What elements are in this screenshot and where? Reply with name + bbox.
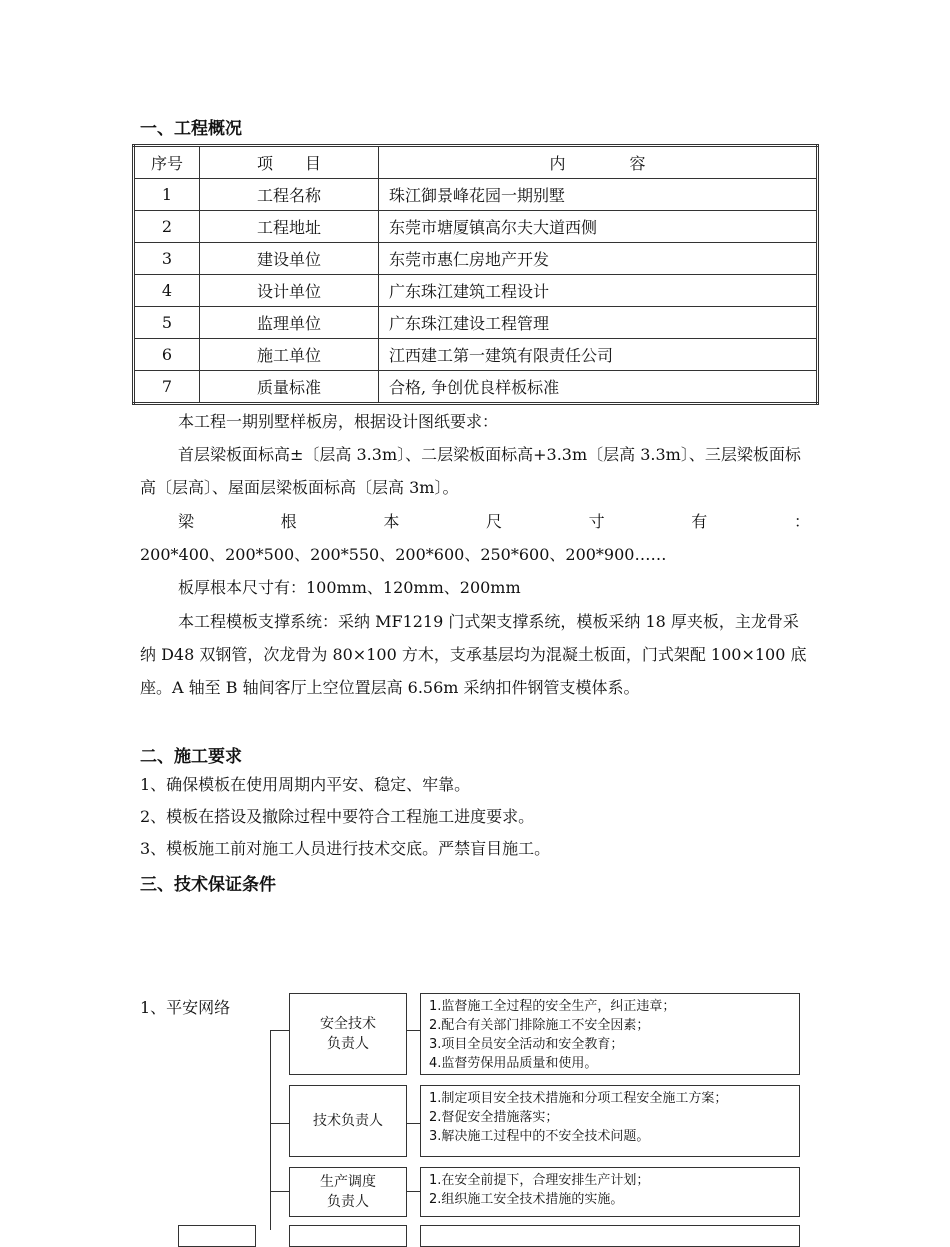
spread-char: 寸 bbox=[588, 512, 605, 531]
spread-char: 尺 bbox=[485, 512, 502, 531]
table-row bbox=[134, 275, 818, 307]
table-cell: 东莞市塘厦镇高尔夫大道西侧 bbox=[379, 211, 818, 243]
table-cell: 珠江御景峰花园一期别墅 bbox=[379, 179, 818, 211]
beam-sizes-spread-line bbox=[140, 505, 810, 538]
connector-line bbox=[270, 1030, 289, 1031]
table-row bbox=[134, 371, 818, 404]
table-cell: 广东珠江建筑工程设计 bbox=[379, 275, 818, 307]
table-cell: 3 bbox=[134, 243, 200, 275]
connector-line bbox=[270, 1123, 289, 1124]
table-cell: 东莞市惠仁房地产开发 bbox=[379, 243, 818, 275]
duty-item: 2.组织施工安全技术措施的实施。 bbox=[429, 1192, 624, 1207]
duty-item: 2.督促安全措施落实； bbox=[429, 1110, 559, 1125]
table-row bbox=[134, 339, 818, 371]
beam-sizes-list: 200*400、200*500、200*550、200*600、250*600、200*900…… bbox=[140, 545, 667, 564]
section-heading-requirements: 二、施工要求 bbox=[140, 747, 242, 767]
role-box-production-lead: 生产调度 负责人 bbox=[289, 1167, 407, 1217]
table-header: 项 目 bbox=[200, 146, 379, 179]
role-box-safety-tech-lead: 安全技术 负责人 bbox=[289, 993, 407, 1075]
spread-char: 本 bbox=[383, 512, 400, 531]
table-header-row bbox=[134, 146, 818, 179]
spread-char: 根 bbox=[280, 512, 297, 531]
section-heading-overview: 一、工程概况 bbox=[140, 119, 242, 139]
section-heading-technical-assurance: 三、技术保证条件 bbox=[140, 875, 276, 895]
duty-item: 3.项目全员安全活动和安全教育； bbox=[429, 1037, 624, 1052]
spread-char: 有 bbox=[691, 512, 708, 531]
requirement-item: 1、确保模板在使用周期内平安、稳定、牢靠。 bbox=[140, 775, 471, 794]
spread-char: ： bbox=[793, 512, 810, 531]
duties-box-production-lead bbox=[420, 1167, 800, 1217]
table-row bbox=[134, 211, 818, 243]
table-cell: 施工单位 bbox=[200, 339, 379, 371]
paragraph-intro: 本工程一期别墅样板房，根据设计图纸要求： bbox=[178, 412, 499, 431]
table-cell: 建设单位 bbox=[200, 243, 379, 275]
table-cell: 广东珠江建设工程管理 bbox=[379, 307, 818, 339]
table-cell: 4 bbox=[134, 275, 200, 307]
partial-box-root bbox=[178, 1225, 256, 1247]
duty-item: 1.在安全前提下，合理安排生产计划； bbox=[429, 1173, 650, 1188]
table-row bbox=[134, 243, 818, 275]
duty-item: 1.监督施工全过程的安全生产，纠正违章； bbox=[429, 999, 676, 1014]
table-header: 序号 bbox=[134, 146, 200, 179]
project-overview-table bbox=[132, 144, 819, 405]
connector-line bbox=[406, 1123, 420, 1124]
table-cell: 1 bbox=[134, 179, 200, 211]
duty-item: 1.制定项目安全技术措施和分项工程安全施工方案； bbox=[429, 1091, 728, 1106]
table-row bbox=[134, 307, 818, 339]
paragraph-beam-sizes bbox=[140, 505, 810, 571]
table-cell: 6 bbox=[134, 339, 200, 371]
table-row bbox=[134, 179, 818, 211]
requirement-item: 2、模板在搭设及撤除过程中要符合工程施工进度要求。 bbox=[140, 807, 535, 826]
duty-item: 3.解决施工过程中的不安全技术问题。 bbox=[429, 1129, 650, 1144]
table-cell: 工程地址 bbox=[200, 211, 379, 243]
requirement-item: 3、模板施工前对施工人员进行技术交底。严禁盲目施工。 bbox=[140, 839, 551, 858]
table-cell: 7 bbox=[134, 371, 200, 404]
table-cell: 质量标准 bbox=[200, 371, 379, 404]
duties-box-safety-tech-lead bbox=[420, 993, 800, 1075]
duties-box-tech-lead bbox=[420, 1085, 800, 1157]
safety-network-label: 1、平安网络 bbox=[140, 998, 231, 1017]
table-cell: 5 bbox=[134, 307, 200, 339]
duty-item: 4.监督劳保用品质量和使用。 bbox=[429, 1056, 598, 1071]
paragraph-slab-thickness: 板厚根本尺寸有：100mm、120mm、200mm bbox=[178, 578, 521, 597]
spread-char: 梁 bbox=[178, 512, 195, 531]
connector-line bbox=[270, 1191, 289, 1192]
partial-role-box bbox=[289, 1225, 407, 1247]
connector-line bbox=[406, 1030, 420, 1031]
connector-line bbox=[406, 1191, 420, 1192]
duty-item: 2.配合有关部门排除施工不安全因素； bbox=[429, 1018, 650, 1033]
table-cell: 工程名称 bbox=[200, 179, 379, 211]
connector-vertical-line bbox=[270, 1030, 271, 1230]
table-cell: 监理单位 bbox=[200, 307, 379, 339]
table-cell: 江西建工第一建筑有限责任公司 bbox=[379, 339, 818, 371]
table-cell: 合格, 争创优良样板标准 bbox=[379, 371, 818, 404]
table-cell: 2 bbox=[134, 211, 200, 243]
paragraph-elevations: 首层梁板面标高±〔层高 3.3m〕、二层梁板面标高+3.3m〔层高 3.3m〕、三层梁板面标高〔层高〕、屋面层梁板面标高〔层高 3m〕。 bbox=[140, 445, 801, 497]
table-header: 内 容 bbox=[379, 146, 818, 179]
role-box-tech-lead: 技术负责人 bbox=[289, 1085, 407, 1157]
partial-duties-box bbox=[420, 1225, 800, 1247]
paragraph-support-system: 本工程模板支撑系统：采纳 MF1219 门式架支撑系统，模板采纳 18 厚夹板，主龙骨采纳 D48 双钢管，次龙骨为 80×100 方木，支承基层均为混凝土板面，门式架配 100×100 底座。A 轴至 B 轴间客厅上空位置层高 6.56m 采纳扣件钢管支模体系。 bbox=[140, 612, 807, 697]
table-cell: 设计单位 bbox=[200, 275, 379, 307]
